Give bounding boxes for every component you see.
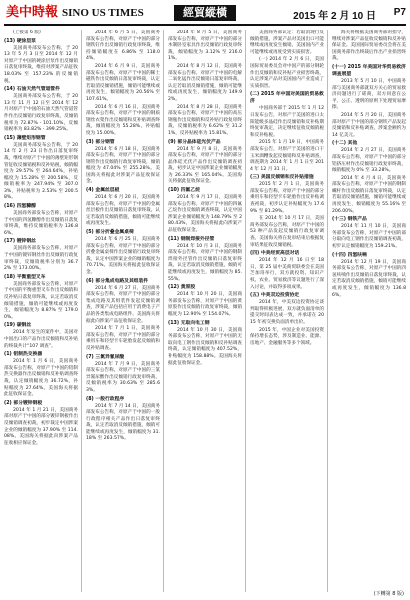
paragraph: 2015 年，中国企业对美国投资保持增长态势，涉及制造业、能源、房地产、金融服务等多个领域。 xyxy=(250,327,324,346)
subheading: (5) 部分折叠金属桌椅 xyxy=(86,230,134,236)
paragraph: 2014 年 6 月 9 日，美国商务部发布公告称，对原产于中国的稀土磁铁作出反倾销日落复审终裁，认定若取消反倾销措施，倾销可能继续或再度发生，倾销幅度为 20.56% 至 107.61%。 xyxy=(86,63,160,102)
paragraph: 2014 年 6 月 27 日，美国商务部发布公告称，对原产于中国的部分集成电路及其组装件发起反倾销调查，涉案产品包括应用于消费电子产品的各类集成电路组件。美国海关将据此向涉案产品征收保证金。 xyxy=(86,285,160,324)
newspaper-logo: 美中時報 xyxy=(6,5,59,20)
header-rule xyxy=(4,24,406,26)
paragraph: 海关将根据美国商务部的指令，继续对涉案产品征收反倾销和反补贴保证金。美国国际贸易委员会将在美国商务部作出终裁后作出产业损害终裁。 xyxy=(332,30,406,62)
paragraph: 2014 年 7 月 14 日，美国商务部发布公告称，对原产于中国的一般行政程序相关产品作出日落复审终裁，认定若取消反倾销措施，倾销可能继续或再度发生，倾销幅度为 31.18% 至 263.57%。 xyxy=(86,403,160,442)
subheading: (19) 碳钢丝 xyxy=(4,323,32,329)
paragraph: 美国商务部发布公告称，于 2013 年 11 月 12 日至 2014 年 12 月对原产于中国的石油天然气管道管件作出反倾销行政复审终裁，反倾销税率为 72.87% - 101.10%，反倾销税率为 83.82% - 399.25%。 xyxy=(4,94,78,133)
subheading: (10) 四氟乙烷 xyxy=(168,188,200,194)
paragraph: 2014 年 5 月 20 日，美国商务部对原产于中国的部分钢铁产品发起反倾销和反补贴调查，涉案金额约为 14 亿美元。 xyxy=(332,112,406,138)
subheading: (16) 四氢糠醇 xyxy=(4,204,36,210)
paragraph: 2014 年 1 月 21 日，美国商务部对原产于中国的部分镀锌钢板作出反倾销调查初裁，初步裁定中国涉案企业的倾销幅度为 37.90% 至 114.08%。美国海关将据此向涉案产品征收相应保证金。 xyxy=(4,407,78,446)
paragraph: 2014 年 6 月 5 日，美国商务部发布公告称，对原产于中国的部分钢铁钉作出反倾销行政复审终裁，维持倾销幅度在 6.86% 至 118.04%。 xyxy=(86,30,160,62)
paragraph: 2014 年 10 月 3 日，美国商务部发布公告称，对原产于中国的钢制焊接外径管作出反倾销日落复审终裁，认定若取消反倾销措施，倾销可能继续或再度发生，倾销幅度为 85.55%。 xyxy=(168,243,242,282)
subheading: (十三) 钢铁产品 xyxy=(332,217,367,223)
paragraph: 2013 年 5 月 10 日，中国商务部与美国商务部就双方关心的贸易救济问题进行了磋商，双方同意在公平、公正、透明的原则下处理贸易摩擦。 xyxy=(332,78,406,111)
paragraph: 2014 年发生的案件中，美国对中国出口的产品作出反倾销和反补贴的终裁共计“107 调查”。 xyxy=(4,330,78,349)
paragraph: 美国商务部认定：若取消现行反倾销措施，涉案产品对美国出口可能继续或再度发生倾销，美国国内产业可能继续或再度受到实质损害。 xyxy=(250,30,324,55)
subheading: (3) 部分钢管 xyxy=(86,139,115,145)
subheading: (二) 2015 年中国对美国的贸易救济 xyxy=(250,92,324,105)
subheading: (7) 三氯异氰尿酸 xyxy=(86,354,125,360)
paragraph: 2014 年 4 月 4 日，美国商务部发布公告称，对原产于中国的钢制螺杆作出反倾销日落复审终裁，认定若取消反倾销措施，倾销可能继续或再度发生，倾销幅度为 55.16% 至 206.00%。 xyxy=(332,175,406,214)
issue-date: 2015 年 2 月 10 日 xyxy=(293,11,376,22)
article-columns xyxy=(4,30,406,592)
subheading: (1) 铝制热交换器 xyxy=(4,352,43,358)
subheading: (十四) 四氢呋喃 xyxy=(332,252,367,258)
subheading: (6) 部分集成电路及其组装件 xyxy=(86,278,149,284)
paragraph: 美国商务部发布公告称，对原产于中国的四氢糠醇作出反倾销日落复审终裁，维持反倾销税率为 136.86%。 xyxy=(4,211,78,236)
masthead-title: SINO US TIMES xyxy=(62,7,144,19)
paragraph: 2015 年 2 月 1 日，美国商务部发布公告称，对原产于中国的部分乘用车和轻型卡车轮胎作出反补贴调查初裁，初步认定补贴幅度为 17.69% 至 81.29%。 xyxy=(250,182,324,214)
continued-note: (下轉第 8 版) xyxy=(373,591,404,597)
paragraph: 美国商务部发布公告称，于 2013 年 5 月 3 日至 2014 年 12 月对原产于中国的硬涂层泵作出反倾销日落复审终裁，维持对涉案产品征收 18.03% 至 157.23% 的反倾销税。 xyxy=(4,45,78,84)
subheading: (18) 平衡重型叉车 xyxy=(4,274,46,280)
paragraph: 2014 年 11 月 10 日，美国商务部发布公告称，对原产于中国的部分取向电工钢作出反倾销调查初裁，初步认定倾销幅度为 159.21%。 xyxy=(332,224,406,250)
section-tag: 經貿縱橫 xyxy=(174,5,236,21)
subheading: (13) 硬涂层泵 xyxy=(4,38,36,44)
subheading: (17) 镀锌钢丝 xyxy=(4,239,36,245)
page-header xyxy=(4,4,406,24)
subheading: (8) 一般行政程序 xyxy=(86,396,125,402)
paragraph: (一) 2014 年 2 月 6 日，美国国际贸易委员会对中国产的部分钢轮作出反倾销和反补贴产业损害终裁，认定涉案产品对美国国内产业造成了实质损害。 xyxy=(250,57,324,89)
paragraph: 2014 年 7 月 9 日，美国商务部发布公告称，对原产于中国的三氯异氰尿酸作出反倾销行政复审终裁，反倾销税率为 30.63% 至 285.63%。 xyxy=(86,361,160,393)
paragraph: (上接第 6 版) xyxy=(13,30,41,35)
subheading: (十一) 2015 年美国对华贸易救济调查展望 xyxy=(332,64,406,77)
article-column xyxy=(332,30,406,592)
article-column xyxy=(168,30,246,592)
paragraph: 2014 年 10 月 20 日，美国商务部发布公告称，对原产于中国的黄原胶作出反倾销行政复审终裁，倾销幅度为 12.90% 至 154.07%。 xyxy=(168,292,242,317)
paragraph: 2015 年 1 月 19 日，中国商务部发布公告，对原产于美国的进口干玉米酒糟发起反倾销和反补贴调查，调查期为 2014 年 1 月 1 日至 2014 年 12 月 31 日。 xyxy=(250,140,324,172)
article-column xyxy=(4,30,82,592)
subheading: (2) 部分镀锌钢板 xyxy=(4,400,43,406)
paragraph: 2014 年 8 月 5 日，美国商务部发布公告称，对原产于中国的部分木制卧室家具作出反倾销行政复审终裁，倾销幅度为 3.12% 至 216.01%。 xyxy=(168,30,242,62)
paragraph: 2014 年 8 月 28 日，美国商务部发布公告称，对原产于中国的高压钢瓶作出反倾销和反补贴行政复审终裁，反倾销税率为 6.62% 至 31.21%，反补贴税率为 15.81%。 xyxy=(168,104,242,136)
paragraph: 2014 年 9 月 17 日，美国商务部发布公告称，对原产于中国的四氟乙烷作出反倾销调查终裁，认定中国涉案企业倾销幅度为 148.79% 至 280.43%，美国海关将据此向涉案产品征收保证金。 xyxy=(168,195,242,234)
page-number: P7 xyxy=(393,7,406,18)
paragraph: 美国商务部发布公告称，对原产于中国的平衡重型叉车作出反倾销和反补贴日落复审终裁，认定若取消反倾销措施，倾销可能继续或再度发生，倾销幅度为 8.87% 至 179.00%。 xyxy=(4,281,78,320)
article-column xyxy=(86,30,164,592)
subheading: (9) 部分晶体硅光伏产品 xyxy=(168,139,221,145)
paragraph: 中国商务部于 2015 年 1 月 12 日发布公告，对原产于美国的进口太阳能级多晶硅作出反倾销和反补贴期终复审裁定，决定继续征收反倾销税和反补贴税。 xyxy=(250,106,324,138)
subheading: (三) 美国反倾销和反补贴措施 xyxy=(250,175,314,181)
paragraph: 2014 年 12 月 16 日至 18 日，第 25 届中美商贸联委会在美国芝加哥举行，双方就投资、知识产权、农业、贸易救济等议题进行了深入讨论，并取得多项成果。 xyxy=(250,258,324,290)
article-column xyxy=(250,30,328,592)
paragraph: 2014 年 10 月 30 日，美国商务部发布公告称，对原产于中国的无取向电工钢作出反倾销和反补贴调查终裁，认定倾销幅度为 407.52%，补贴幅度为 158.88%。美国海关将据此征收保证金。 xyxy=(168,327,242,366)
paragraph: 美国商务部发布公告称，于 2014 年 2 月 23 日作出日落复审终裁，继续对原产于中国的薄壁矩形钢管征收反倾销税和反补贴税，倾销幅度为 29.57% 至 264.64%，补贴幅度为 15.28% 至 200.58%，反倾销税率为 247.94% 至 307.03%，补贴税率为 2.53% 至 200.58%。 xyxy=(4,142,78,201)
subheading: (五) 中美双边投资协定 xyxy=(250,293,300,299)
subheading: (13) 无取向电工钢 xyxy=(168,320,210,326)
paragraph: 2014 年 6 月 25 日，美国商务部发布公告称，对原产于中国的部分折叠金属桌椅作出反倾销行政复审终裁，认定中国涉案企业的倾销幅度为 70.71%。美国海关将据此征收保证金。 xyxy=(86,237,160,275)
paragraph: 在 2014 年 10 月 17 日，美国商务部发布公告称，对原产于中国的 53 种产品发起反倾销行政复审调查。美国海关将在复审结束后根据复审结果征收反倾销税。 xyxy=(250,216,324,248)
paragraph: 2014 年 9 月 8 日，美国商务部发布公告称，对原产于中国的部分晶体硅光伏产品作出反倾销调查初裁，初步认定中国涉案企业倾销幅度为 26.33% 至 165.04%。美国海关将据此征收保证金。 xyxy=(168,146,242,185)
paragraph: 2014 年 1 月 6 日，美国商务部发布公告称，对原产于中国的铝制热交换器作出反倾销和反补贴调查终裁，认定倾销幅度为 36.72%，补贴幅度为 27.64%。美国海关将据此征收保证金。 xyxy=(4,359,78,398)
subheading: (11) 钢制焊接外径管 xyxy=(168,236,215,242)
subheading: (15) 薄壁矩形钢管 xyxy=(4,135,46,141)
subheading: (14) 石油天然气管道管件 xyxy=(4,87,60,93)
paragraph: 2014 年 6 月 16 日，美国商务部发布公告称，对原产于中国的钢质钢丝衣架作出反倾销和反补贴调查终裁，倾销幅度为 55.28%，补贴幅度为 15.00%。 xyxy=(86,104,160,136)
paragraph: 2014 年 8 月 12 日，美国商务部发布公告称，对原产于中国的电解二氧化锰作出反倾销日落复审终裁，认定若取消反倾销措施，倾销可能继续或再度发生，倾销幅度为 149.92%。 xyxy=(168,63,242,102)
subheading: (12) 黄原胶 xyxy=(168,285,196,291)
paragraph: 2014 年 7 月 1 日，美国商务部发布公告称，对原产于中国的部分乘用车和轻型卡车轮胎发起反倾销和反补贴调查。 xyxy=(86,326,160,351)
paragraph: 2014 年 2 月 27 日，美国商务部发布公告称，对原产于中国的部分铝挤压材作出反倾销行政复审终裁，倾销幅度为 0% 至 33.28%。 xyxy=(332,148,406,174)
subheading: (十二) 其他 xyxy=(332,141,358,147)
paragraph: 美国商务部发布公告称，对原产于中国的镀锌钢丝作出反倾销行政复审终裁，反倾销税率分别为 36.72% 至 173.00%。 xyxy=(4,246,78,272)
paragraph: 2014 年 6 月 18 日，美国商务部发布公告称，对原产于中国的部分钢管作出反倾销行政复审终裁，倾销幅度为 47.04% 至 255.28%。美国海关将据此对涉案产品征收保证金。 xyxy=(86,146,160,185)
paragraph: 2014 年，中美双边投资协定谈判取得积极进展，双方就负面清单的提交时间表达成一致，并承诺在 2015 年初交换负面清单出价。 xyxy=(250,300,324,325)
paragraph: 2014 年 12 月 19 日，美国商务部发布公告称，对原产于中国的四氢呋喃作出反倾销日落复审终裁，认定若取消反倾销措施，倾销可能继续或再度发生，倾销幅度为 136.86%。 xyxy=(332,259,406,298)
subheading: (四) 中美经贸高层对话 xyxy=(250,251,300,257)
subheading: (4) 金属丝层板 xyxy=(86,188,120,194)
paragraph: 2014 年 6 月 20 日，美国商务部发布公告称，对原产于中国的金属丝层板作出反倾销日落复审终裁，认定若取消反倾销措施，倾销可能继续或再度发生。 xyxy=(86,195,160,227)
